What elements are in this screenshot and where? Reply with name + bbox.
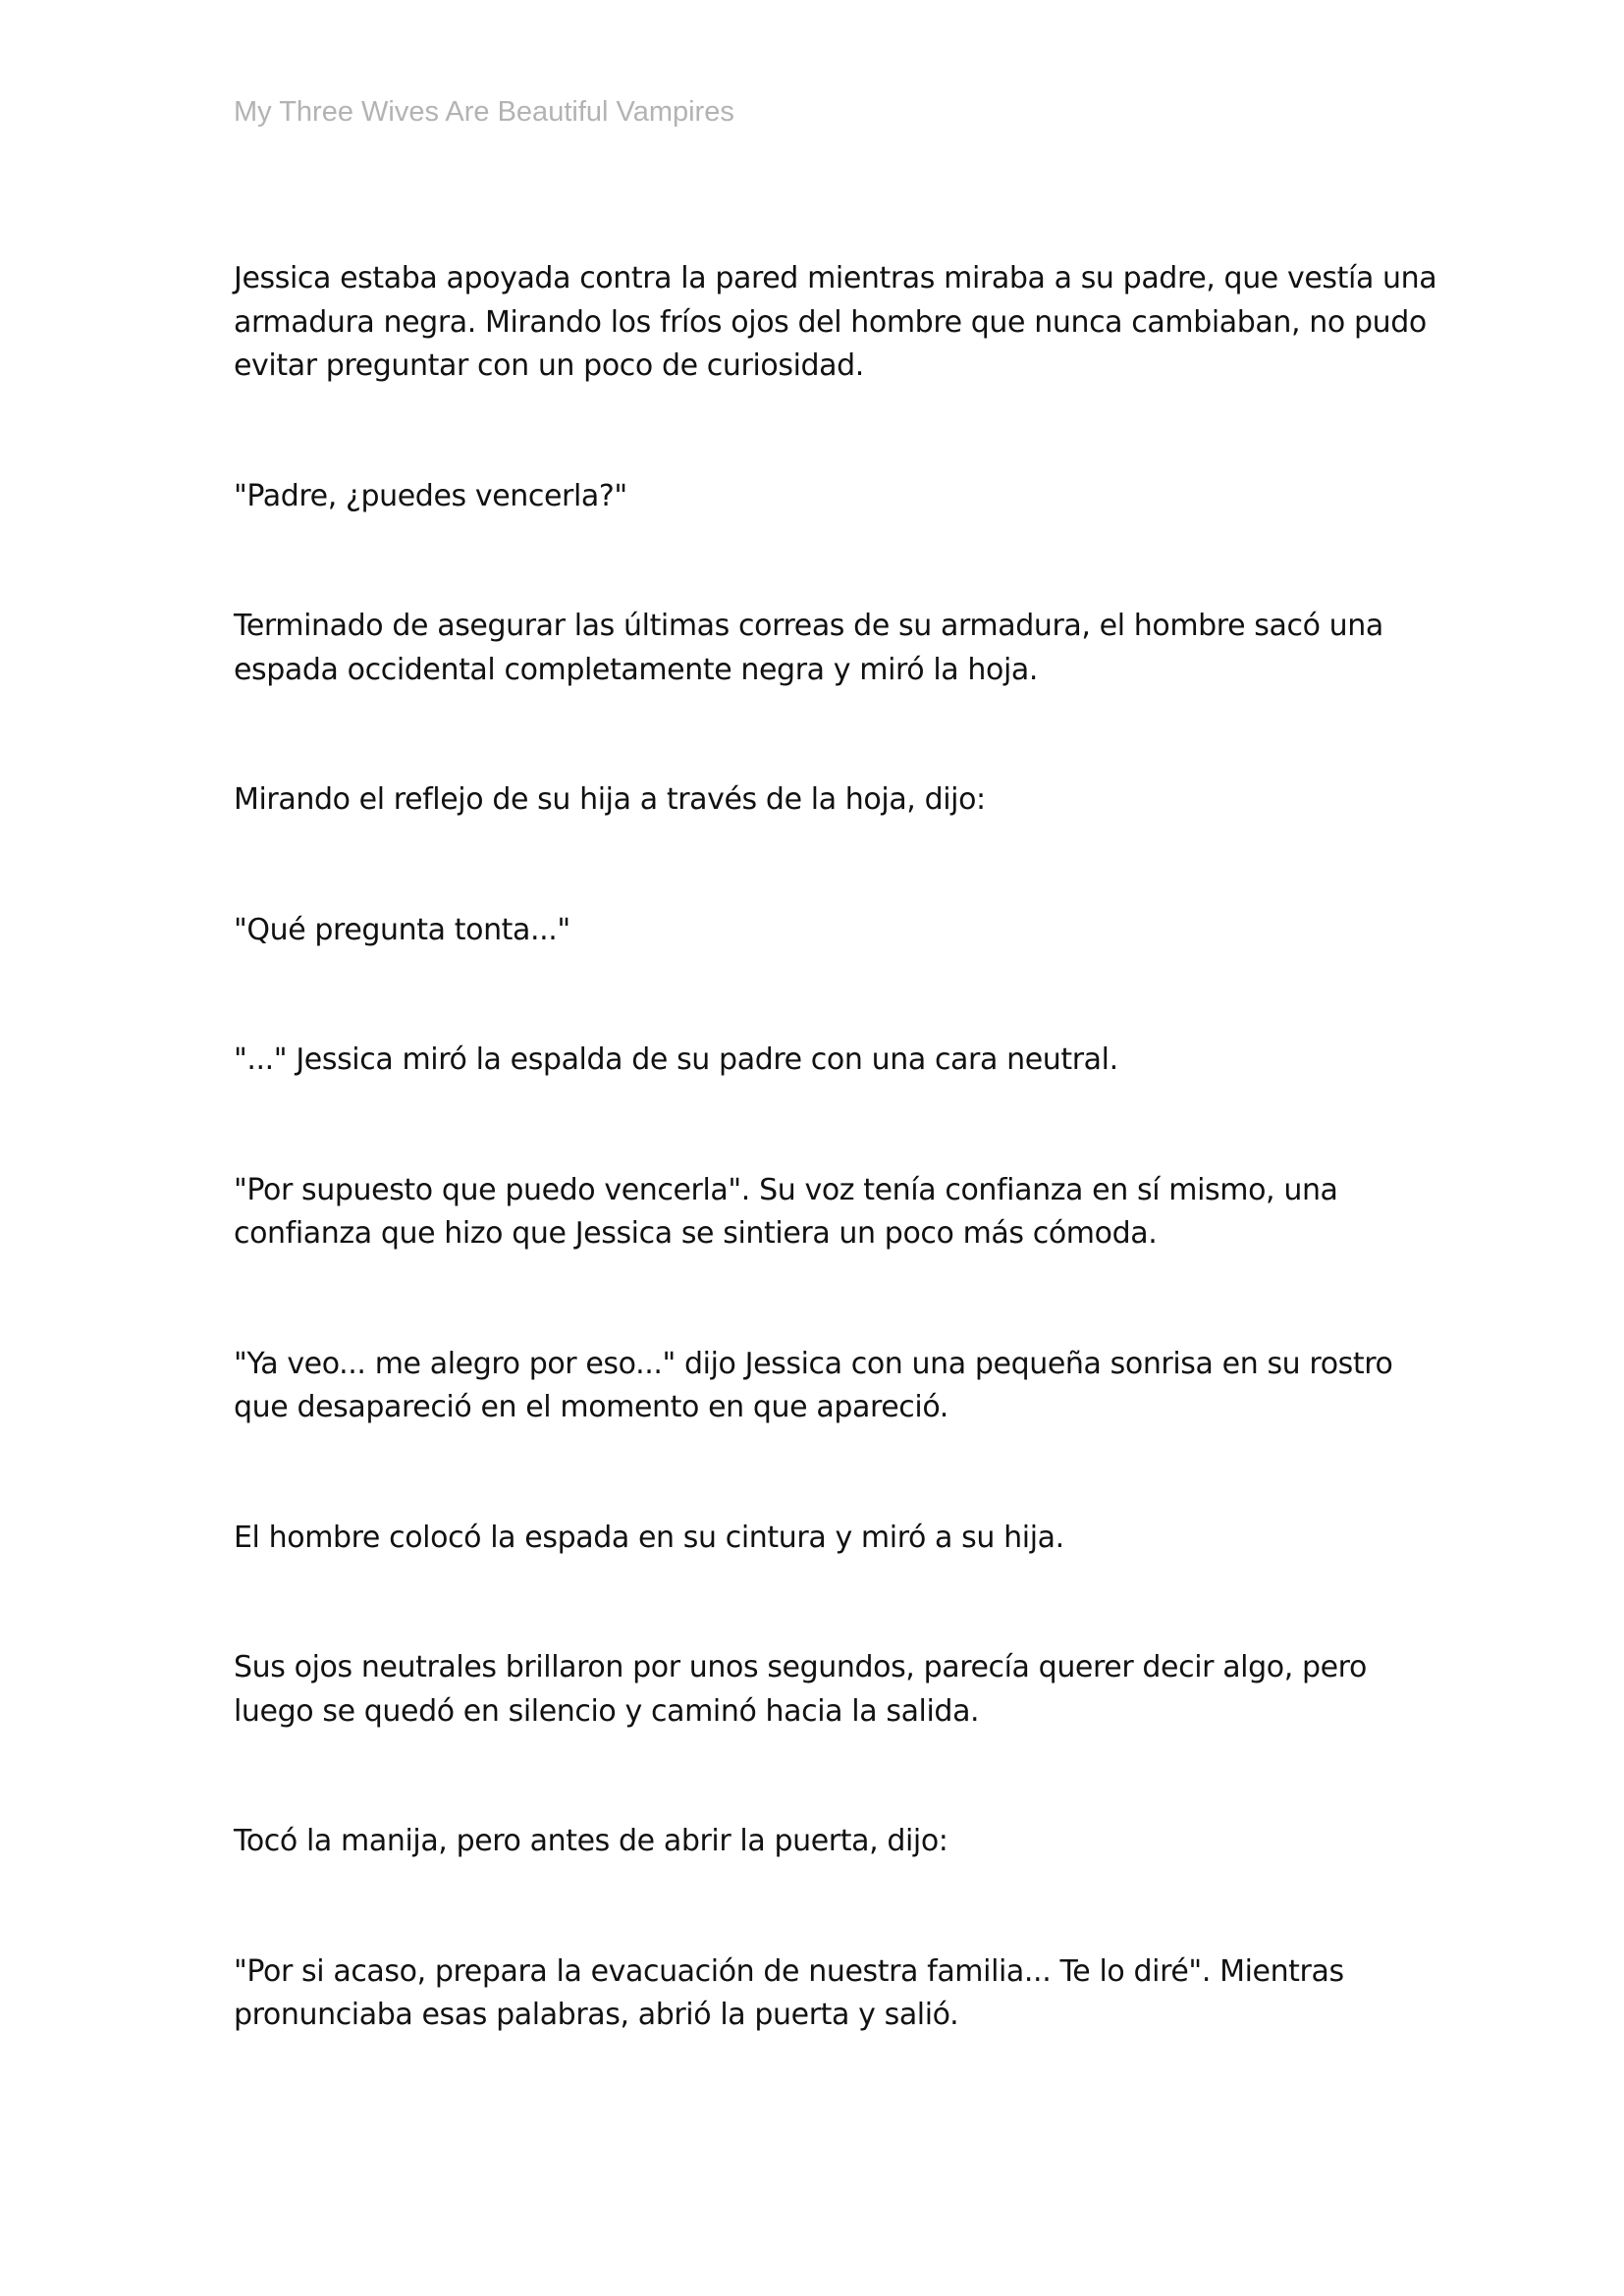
text-line: evitar preguntar con un poco de curiosidad. (234, 348, 864, 383)
text-line: El hombre colocó la espada en su cintura y miró a su hija. (234, 1520, 1064, 1555)
text-line: que desapareció en el momento en que apareció. (234, 1390, 948, 1424)
text-line: pronunciaba esas palabras, abrió la puerta y salió. (234, 1998, 959, 2032)
text-line: Sus ojos neutrales brillaron por unos segundos, parecía querer decir algo, pero (234, 1650, 1367, 1684)
paragraph (234, 1646, 1422, 1734)
text-line: Terminado de asegurar las últimas correas de su armadura, el hombre sacó una (234, 609, 1383, 643)
paragraph (234, 1343, 1422, 1430)
text-line: "Ya veo... me alegro por eso..." dijo Jessica con una pequeña sonrisa en su rostro (234, 1346, 1393, 1381)
text-line: "..." Jessica miró la espalda de su padre con una cara neutral. (234, 1042, 1118, 1077)
paragraph (234, 605, 1422, 692)
running-header: My Three Wives Are Beautiful Vampires (234, 96, 734, 128)
text-line: luego se quedó en silencio y caminó hacia la salida. (234, 1693, 980, 1729)
text-line: "Qué pregunta tonta..." (234, 912, 570, 947)
body-text (234, 257, 1437, 2038)
paragraph (234, 1039, 1422, 1083)
paragraph (234, 257, 1437, 389)
paragraph (234, 1169, 1422, 1256)
text-line: "Padre, ¿puedes vencerla?" (234, 478, 627, 513)
paragraph (234, 1517, 1422, 1561)
paragraph (234, 1820, 1422, 1864)
paragraph (234, 909, 1422, 953)
text-line: "Por si acaso, prepara la evacuación de nuestra familia... Te lo diré". Mientras (234, 1953, 1344, 1989)
text-line: confianza que hizo que Jessica se sintiera un poco más cómoda. (234, 1216, 1158, 1251)
paragraph (234, 475, 1422, 519)
text-line: Tocó la manija, pero antes de abrir la puerta, dijo: (234, 1824, 948, 1858)
paragraph (234, 778, 1422, 823)
text-line: Mirando el reflejo de su hija a través de la hoja, dijo: (234, 782, 986, 817)
text-line: "Por supuesto que puedo vencerla". Su voz tenía confianza en sí mismo, una (234, 1172, 1338, 1207)
text-line: armadura negra. Mirando los fríos ojos del hombre que nunca cambiaban, no pudo (234, 304, 1427, 340)
text-line: espada occidental completamente negra y miró la hoja. (234, 652, 1039, 687)
paragraph (234, 1950, 1422, 2038)
text-line: Jessica estaba apoyada contra la pared mientras miraba a su padre, que vestía una (234, 261, 1437, 295)
